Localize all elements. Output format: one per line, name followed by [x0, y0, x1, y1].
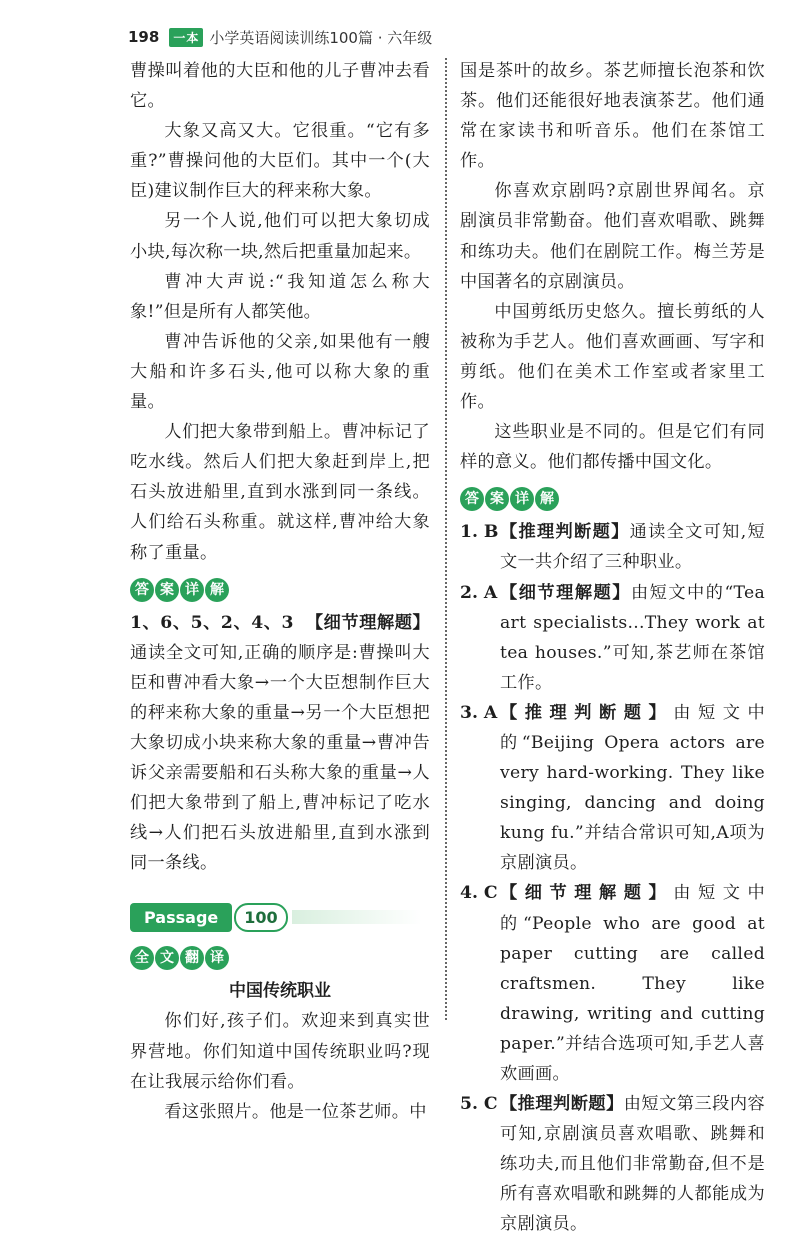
passage-banner [130, 900, 430, 934]
passage-number: 100 [234, 903, 287, 932]
question-type-tag: 【细节理解题】 [500, 582, 631, 603]
page-number: 198 [128, 28, 160, 46]
answer-number: 5. C [460, 1094, 498, 1115]
label-character: 译 [205, 946, 229, 970]
passage-translation [130, 1006, 430, 1126]
answer-text: 通读全文可知,正确的顺序是:曹操叫大臣和曹冲看大象→一个大臣想制作巨大的秤来称大象的重量→另一个大臣想把大象切成小块来称大象的重量→曹冲告诉父亲需要船和石头称大象的重量→人们把大象带到了船上,曹冲标记了吃水线→人们把石头放进船里,直到水涨到同一条线。 [130, 642, 430, 874]
answer-body [500, 517, 765, 577]
answer-body [500, 1089, 765, 1239]
answer-body [500, 578, 765, 698]
right-column [460, 56, 765, 1240]
translation-title: 中国传统职业 [229, 981, 331, 1002]
answer-explanation [130, 608, 430, 879]
paragraph: 这些职业是不同的。但是它们有同样的意义。他们都传播中国文化。 [460, 422, 765, 473]
book-title: 小学英语阅读训练100篇 · 六年级 [209, 28, 433, 47]
passage-label: Passage [130, 903, 232, 932]
paragraph: 人们把大象带到船上。曹冲标记了吃水线。然后人们把大象赶到岸上,把石头放进船里,直到水涨到同一条线。人们给石头称重。就这样,曹冲给大象称了重量。 [130, 422, 430, 563]
paragraph: 你们好,孩子们。欢迎来到真实世界营地。你们知道中国传统职业吗?现在让我展示给你们看。 [130, 1011, 430, 1092]
paragraph: 中国剪纸历史悠久。擅长剪纸的人被称为手艺人。他们喜欢画画、写字和剪纸。他们在美术工作室或者家里工作。 [460, 301, 765, 413]
answer-text: 通读全文可知,短文一共介绍了三种职业。 [500, 522, 765, 573]
answer-label [460, 485, 765, 513]
answer-item [460, 878, 765, 1089]
answer-text: 由短文第三段内容可知,京剧演员喜欢唱歌、跳舞和练功夫,而且他们非常勤奋,但不是所有喜欢唱歌和跳舞的人都能成为京剧演员。 [500, 1094, 765, 1235]
answer-list [460, 517, 765, 1239]
label-character: 解 [205, 578, 229, 602]
translation-label [130, 944, 430, 972]
paragraph: 大象又高又大。它很重。“它有多重?”曹操问他的大臣们。其中一个(大臣)建议制作巨大的秤来称大象。 [130, 121, 430, 202]
answer-number: 3. A [460, 702, 498, 723]
answer-number: 2. A [460, 582, 498, 603]
label-character: 解 [535, 487, 559, 511]
column-divider [445, 58, 447, 1020]
answer-item [460, 1089, 765, 1239]
left-column [130, 56, 430, 1127]
passage-translation-continued [460, 56, 765, 477]
paragraph: 国是茶叶的故乡。茶艺师擅长泡茶和饮茶。他们还能很好地表演茶艺。他们通常在家读书和听音乐。他们在茶馆工作。 [460, 61, 765, 172]
banner-decoration [292, 910, 422, 924]
label-character: 答 [460, 487, 484, 511]
question-type-tag: 【细节理解题】 [500, 883, 674, 904]
answer-order: 1、6、5、2、4、3 [130, 612, 294, 633]
answer-item [460, 517, 765, 577]
label-character: 案 [155, 578, 179, 602]
brand-logo: 一本 [169, 28, 203, 47]
answer-label [130, 576, 430, 604]
label-character: 翻 [180, 946, 204, 970]
paragraph: 看这张照片。他是一位茶艺师。中 [164, 1101, 427, 1122]
story-translation [130, 56, 430, 568]
paragraph: 曹冲大声说:“我知道怎么称大象!”但是所有人都笑他。 [130, 271, 430, 322]
answer-body [500, 698, 765, 879]
answer-item [460, 578, 765, 698]
question-type-tag: 【推理判断题】 [500, 702, 674, 723]
answer-number: 1. B [460, 522, 499, 543]
label-character: 全 [130, 946, 154, 970]
question-type-tag: 【细节理解题】 [305, 612, 430, 633]
answer-number: 4. C [460, 883, 498, 904]
page-header [128, 26, 768, 48]
label-character: 案 [485, 487, 509, 511]
answer-text: 由短文中的“Beijing Opera actors are very hard-working. They like singing, dancing and doing kung fu.”并结合常识可知,A项为京剧演员。 [500, 702, 766, 874]
label-character: 文 [155, 946, 179, 970]
paragraph: 你喜欢京剧吗?京剧世界闻名。京剧演员非常勤奋。他们喜欢唱歌、跳舞和练功夫。他们在剧院工作。梅兰芳是中国著名的京剧演员。 [460, 181, 765, 292]
paragraph: 曹冲告诉他的父亲,如果他有一艘大船和许多石头,他可以称大象的重量。 [130, 331, 430, 413]
label-character: 答 [130, 578, 154, 602]
label-character: 详 [180, 578, 204, 602]
question-type-tag: 【推理判断题】 [500, 1094, 624, 1115]
paragraph: 另一个人说,他们可以把大象切成小块,每次称一块,然后把重量加起来。 [130, 211, 430, 262]
answer-item [460, 698, 765, 879]
answer-text: 由短文中的“Tea art specialists...They work at tea houses.”可知,茶艺师在茶馆工作。 [500, 582, 765, 693]
answer-text: 由短文中的“People who are good at paper cutting are called craftsmen. They like drawing, writing and cutting paper.”并结合选项可知,手艺人喜欢画画。 [500, 883, 766, 1084]
label-character: 详 [510, 487, 534, 511]
answer-body [500, 878, 765, 1089]
question-type-tag: 【推理判断题】 [500, 522, 630, 543]
paragraph: 曹操叫着他的大臣和他的儿子曹冲去看它。 [130, 61, 430, 112]
